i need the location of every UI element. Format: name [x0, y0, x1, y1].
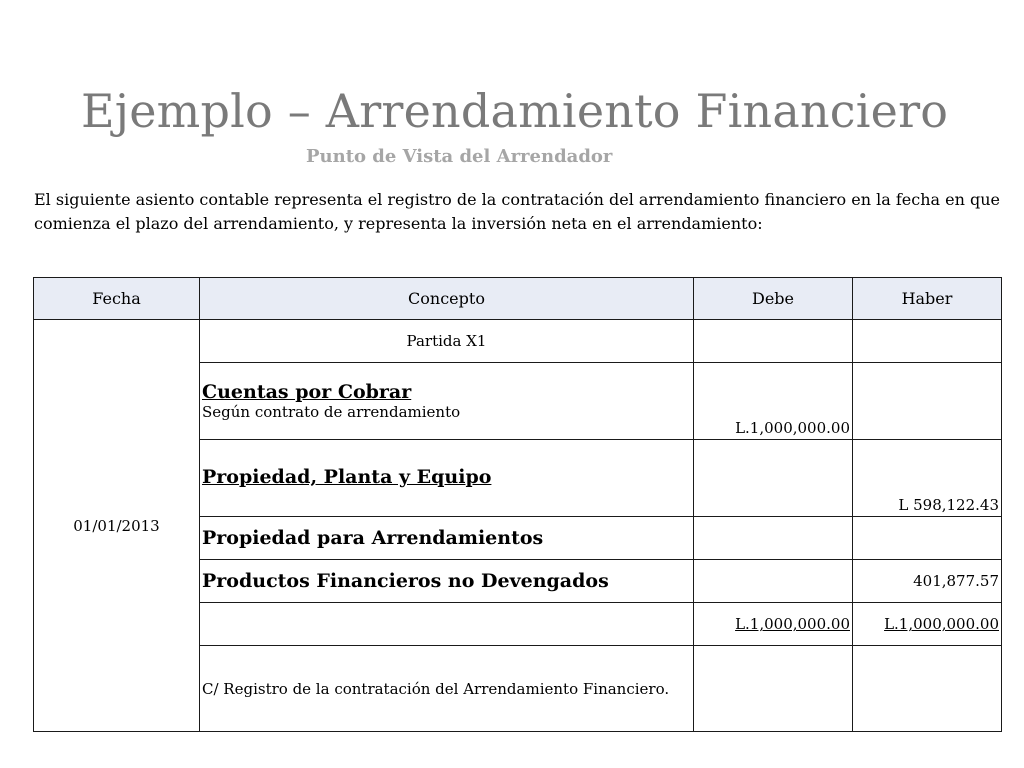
haber-cell	[853, 363, 1002, 440]
header-haber: Haber	[853, 278, 1002, 320]
debe-cell	[694, 320, 853, 363]
concepto-cell	[200, 517, 694, 560]
table-header-row	[34, 278, 1002, 320]
account-name: Productos Financieros no Devengados	[202, 570, 609, 592]
header-fecha: Fecha	[34, 278, 200, 320]
haber-cell: 401,877.57	[853, 560, 1002, 603]
header-debe: Debe	[694, 278, 853, 320]
table-row	[34, 320, 1002, 363]
concepto-cell: Partida X1	[200, 320, 694, 363]
concepto-cell	[200, 603, 694, 646]
concepto-cell	[200, 363, 694, 440]
concepto-cell	[200, 560, 694, 603]
account-name: Propiedad, Planta y Equipo	[202, 466, 492, 488]
account-name: Cuentas por Cobrar	[202, 381, 412, 403]
haber-cell	[853, 646, 1002, 732]
debe-cell	[694, 646, 853, 732]
haber-total-cell: L.1,000,000.00	[853, 603, 1002, 646]
fecha-cell: 01/01/2013	[34, 320, 200, 732]
slide-subtitle: Punto de Vista del Arrendador	[306, 146, 613, 167]
account-note: Según contrato de arrendamiento	[202, 403, 461, 421]
journal-entry-table	[33, 277, 1002, 732]
intro-paragraph: El siguiente asiento contable representa el registro de la contratación del arrendamiento financiero en la fecha en que comienza el plazo del arrendamiento, y representa la inversión neta en el arrendamiento:	[34, 190, 1001, 233]
debe-cell	[694, 440, 853, 517]
haber-cell: L 598,122.43	[853, 440, 1002, 517]
haber-cell	[853, 320, 1002, 363]
account-name: Propiedad para Arrendamientos	[202, 527, 544, 549]
debe-cell: L.1,000,000.00	[694, 363, 853, 440]
concepto-cell: C/ Registro de la contratación del Arrendamiento Financiero.	[200, 646, 694, 732]
concepto-cell	[200, 440, 694, 517]
slide-title: Ejemplo – Arrendamiento Financiero	[81, 84, 949, 138]
haber-cell	[853, 517, 1002, 560]
debe-cell	[694, 560, 853, 603]
header-concepto: Concepto	[200, 278, 694, 320]
debe-total-cell: L.1,000,000.00	[694, 603, 853, 646]
debe-cell	[694, 517, 853, 560]
